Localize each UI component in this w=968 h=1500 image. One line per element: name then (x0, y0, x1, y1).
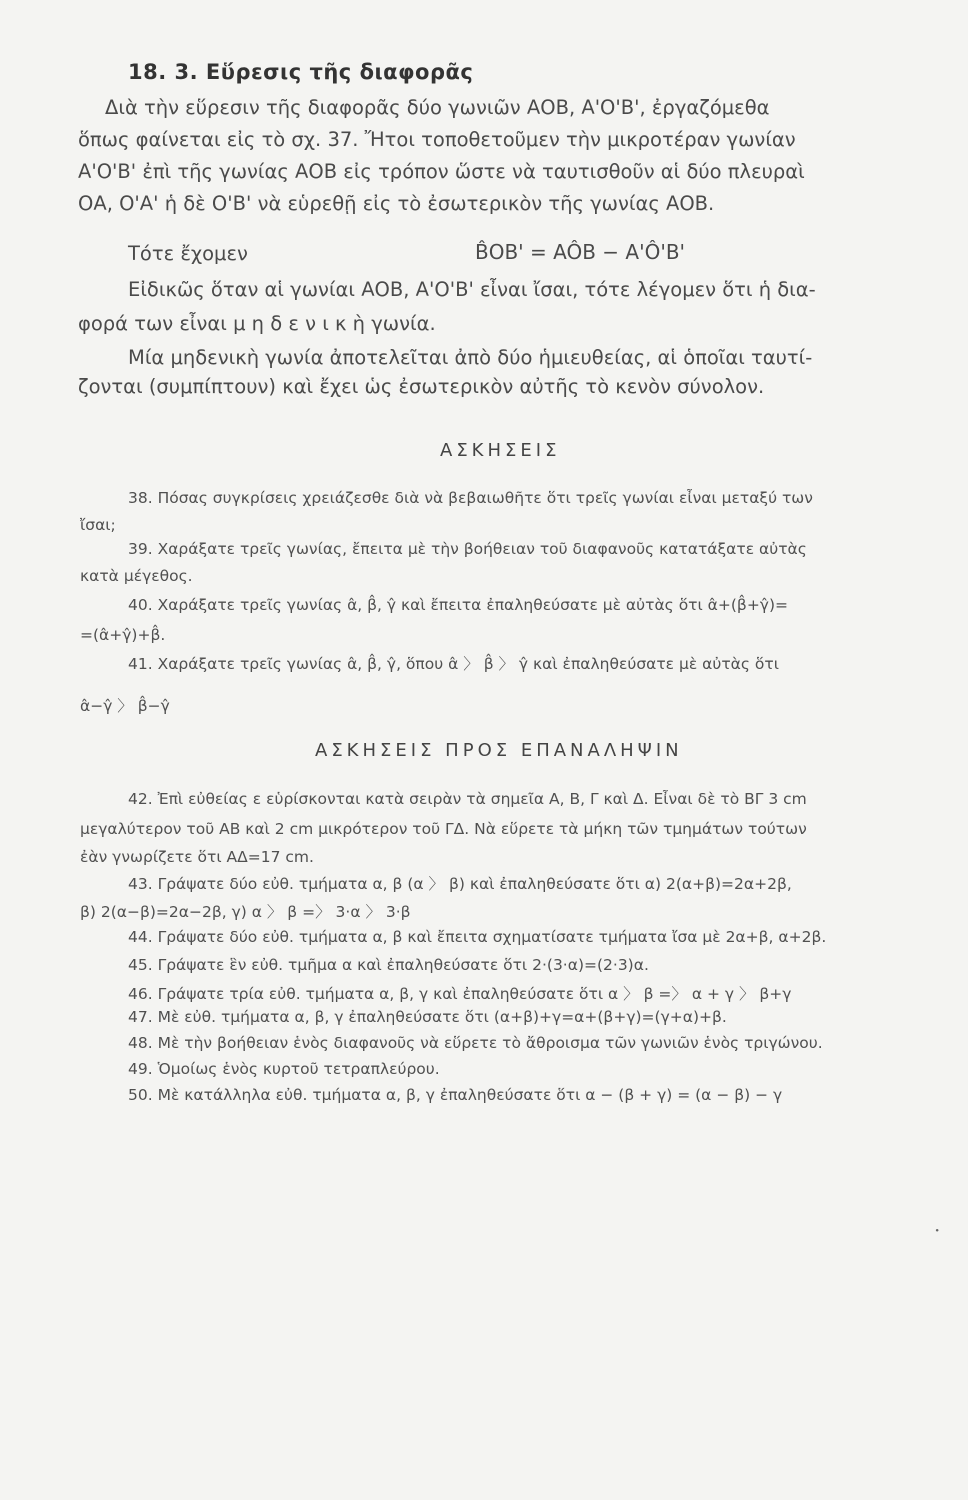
review-line: ἐὰν γνωρίζετε ὅτι ΑΔ=17 cm. (80, 848, 314, 866)
exercise-line: =(α̂+γ̂)+β̂. (80, 626, 166, 644)
review-line: 48. Μὲ τὴν βοήθειαν ἑνὸς διαφανοῦς νὰ εὕρετε τὸ ἄθροισμα τῶν γωνιῶν ἑνὸς τριγώνου. (128, 1034, 823, 1052)
exercise-line: 40. Χαράξατε τρεῖς γωνίας α̂, β̂, γ̂ καὶ ἔπειτα ἐπαληθεύσατε μὲ αὐτὰς ὅτι α̂+(β̂+γ̂)= (128, 596, 789, 614)
review-line: 43. Γράψατε δύο εὐθ. τμήματα α, β (α 〉 β) καὶ ἐπαληθεύσατε ὅτι α) 2(α+β)=2α+2β, (128, 875, 792, 893)
exercise-line: ἴσαι; (80, 516, 116, 534)
difference-formula: B̂OB' = AÔB − A'Ô'B' (475, 240, 686, 264)
review-line: μεγαλύτερον τοῦ ΑΒ καὶ 2 cm μικρότερον τοῦ ΓΔ. Νὰ εὕρετε τὰ μήκη τῶν τμημάτων τούτων (80, 820, 807, 838)
paragraph-line: ζονται (συμπίπτουν) καὶ ἔχει ὡς ἐσωτερικὸν αὐτῆς τὸ κενὸν σύνολον. (78, 375, 765, 398)
exercise-line: κατὰ μέγεθος. (80, 567, 193, 585)
exercise-line: 38. Πόσας συγκρίσεις χρειάζεσθε διὰ νὰ βεβαιωθῆτε ὅτι τρεῖς γωνίαι εἶναι μεταξύ των (128, 489, 813, 507)
exercise-line: 39. Χαράξατε τρεῖς γωνίας, ἔπειτα μὲ τὴν βοήθειαν τοῦ διαφανοῦς κατατάξατε αὐτὰς (128, 540, 807, 558)
review-line: 50. Μὲ κατάλληλα εὐθ. τμήματα α, β, γ ἐπαληθεύσατε ὅτι α − (β + γ) = (α − β) − γ (128, 1086, 783, 1104)
review-line: 46. Γράψατε τρία εὐθ. τμήματα α, β, γ καὶ ἐπαληθεύσατε ὅτι α 〉 β =〉 α + γ 〉 β+γ (128, 985, 792, 1003)
review-heading: ΑΣΚΗΣΕΙΣ ΠΡΟΣ ΕΠΑΝΑΛΗΨΙΝ (315, 740, 683, 761)
paragraph-line: ὅπως φαίνεται εἰς τὸ σχ. 37. Ἤτοι τοποθετοῦμεν τὴν μικροτέραν γωνίαν (78, 128, 796, 151)
stray-mark: · (934, 1218, 941, 1242)
review-line: 49. Ὁμοίως ἑνὸς κυρτοῦ τετραπλεύρου. (128, 1060, 440, 1078)
exercise-line: α̂−γ̂ 〉 β̂−γ̂ (80, 697, 170, 715)
exercise-line: 41. Χαράξατε τρεῖς γωνίας α̂, β̂, γ̂, ὅπου α̂ 〉 β̂ 〉 γ̂ καὶ ἐπαληθεύσατε μὲ αὐτὰς ὅτι (128, 655, 779, 673)
paragraph-line: Μία μηδενικὴ γωνία ἀποτελεῖται ἀπὸ δύο ἡμιευθείας, αἱ ὁποῖαι ταυτί- (128, 346, 813, 369)
review-line: 45. Γράψατε ἓν εὐθ. τμῆμα α καὶ ἐπαληθεύσατε ὅτι 2·(3·α)=(2·3)α. (128, 956, 649, 974)
formula-intro: Τότε ἔχομεν (128, 242, 248, 265)
paragraph-line: Α'Ο'Β' ἐπὶ τῆς γωνίας ΑΟΒ εἰς τρόπον ὥστε νὰ ταυτισθοῦν αἱ δύο πλευραὶ (78, 160, 805, 183)
review-line: 47. Μὲ εὐθ. τμήματα α, β, γ ἐπαληθεύσατε ὅτι (α+β)+γ=α+(β+γ)=(γ+α)+β. (128, 1008, 727, 1026)
review-line: 42. Ἐπὶ εὐθείας ε εὑρίσκονται κατὰ σειρὰν τὰ σημεῖα Α, Β, Γ καὶ Δ. Εἶναι δὲ τὸ ΒΓ 3 cm (128, 790, 807, 808)
exercises-heading: ΑΣΚΗΣΕΙΣ (440, 440, 561, 461)
paragraph-line: Εἰδικῶς ὅταν αἱ γωνίαι ΑΟΒ, Α'Ο'Β' εἶναι ἴσαι, τότε λέγομεν ὅτι ἡ δια- (128, 278, 816, 301)
paragraph-line: φορά των εἶναι μ η δ ε ν ι κ ὴ γωνία. (78, 312, 436, 335)
section-title: 18. 3. Εὕρεσις τῆς διαφορᾶς (128, 60, 474, 84)
review-line: 44. Γράψατε δύο εὐθ. τμήματα α, β καὶ ἔπειτα σχηματίσατε τμήματα ἴσα μὲ 2α+β, α+2β. (128, 928, 827, 946)
paragraph-line: Διὰ τὴν εὕρεσιν τῆς διαφορᾶς δύο γωνιῶν ΑΟΒ, Α'Ο'Β', ἐργαζόμεθα (105, 96, 770, 119)
paragraph-line: ΟΑ, Ο'Α' ἡ δὲ Ο'Β' νὰ εὑρεθῇ εἰς τὸ ἐσωτερικὸν τῆς γωνίας ΑΟΒ. (78, 192, 715, 215)
review-line: β) 2(α−β)=2α−2β, γ) α 〉 β =〉 3·α 〉 3·β (80, 903, 411, 921)
